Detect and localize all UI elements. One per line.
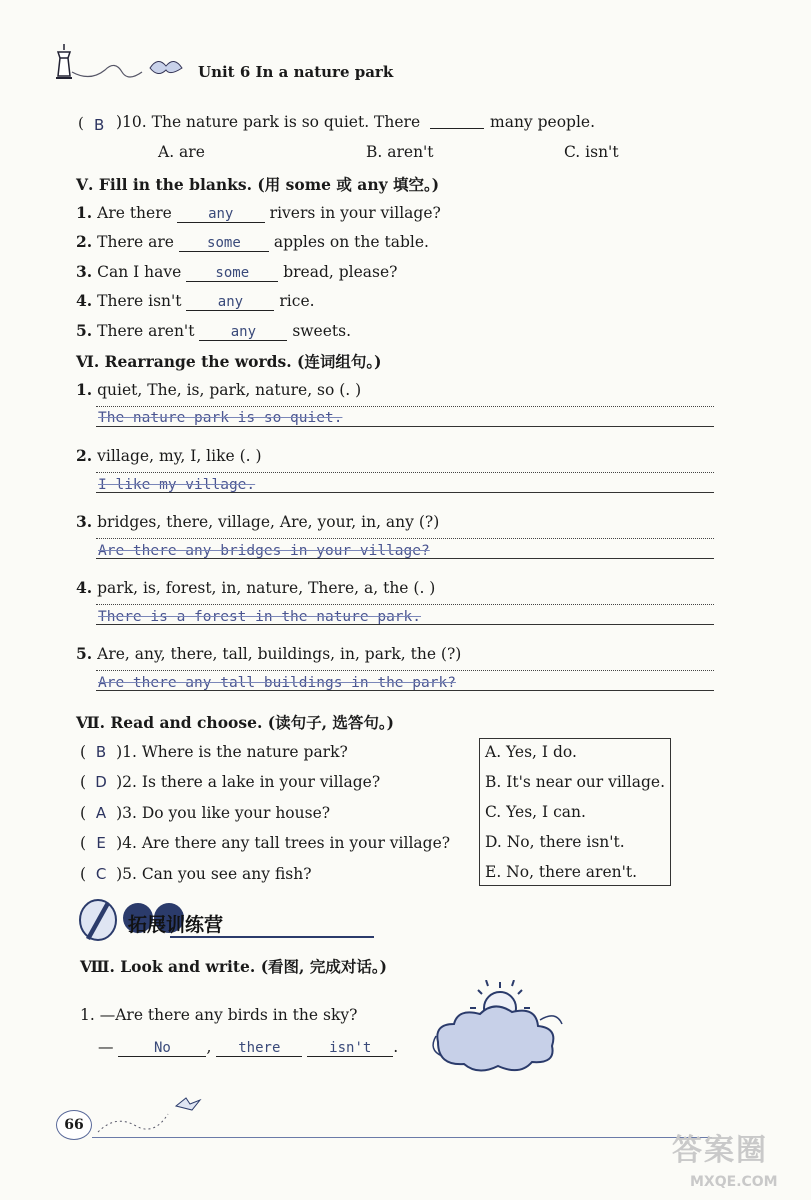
section-7-heading: Ⅶ. Read and choose. (读句子, 选答句。) — [76, 713, 394, 732]
item-pre: There isn't — [97, 292, 182, 310]
fill-answer: some — [186, 265, 278, 282]
section-5-heading: Ⅴ. Fill in the blanks. (用 some 或 any 填空。) — [76, 175, 440, 194]
item-number: 3. — [76, 512, 93, 531]
scrambled-words: quiet, The, is, park, nature, so (. ) — [97, 381, 362, 399]
q10-option-c: C. isn't — [564, 143, 619, 161]
page-number: 66 — [56, 1110, 92, 1140]
rearrange-answer-1: The nature park is so quiet. — [98, 410, 343, 426]
item-number: 1. — [76, 380, 93, 399]
item-post: sweets. — [292, 322, 351, 340]
q10-option-a: A. are — [158, 143, 205, 161]
fill-item-5 — [76, 321, 351, 341]
banner-label: 拓展训练营 — [128, 914, 224, 936]
item-number: 3. — [76, 262, 93, 281]
scrambled-words: bridges, there, village, Are, your, in, any (?) — [97, 513, 440, 531]
sun-behind-cloud-icon — [428, 980, 564, 1078]
choose-question-3: ( A )3. Do you like your house? — [80, 804, 331, 822]
item-post: bread, please? — [283, 263, 398, 281]
item-number: 2. — [76, 446, 93, 465]
fill-item-1 — [76, 203, 441, 223]
item-pre: There aren't — [97, 322, 195, 340]
item-number: 2. — [76, 232, 93, 251]
q10-answer: B — [94, 116, 105, 134]
rearrange-item-5 — [76, 644, 461, 663]
section-6-heading: Ⅵ. Rearrange the words. (连词组句。) — [76, 352, 382, 371]
choose-answer: E — [96, 834, 106, 852]
answer-blank-1: No — [118, 1040, 206, 1057]
watermark-url: MXQE.COM — [690, 1174, 778, 1190]
item-number: 4. — [76, 578, 93, 597]
rearrange-item-4 — [76, 578, 435, 597]
q10-blank — [430, 128, 484, 129]
section-8-heading: Ⅷ. Look and write. (看图, 完成对话。) — [80, 957, 387, 976]
watermark-logo: 答案圈 — [672, 1133, 768, 1168]
rearrange-answer-4: There is a forest in the nature park. — [98, 609, 422, 625]
scrambled-words: Are, any, there, tall, buildings, in, park, the (?) — [97, 645, 462, 663]
choose-question-2: ( D )2. Is there a lake in your village? — [80, 773, 381, 791]
item-post: rice. — [279, 292, 315, 310]
q10-stem-tail: many people. — [490, 113, 596, 131]
choose-question-1: ( B )1. Where is the nature park? — [80, 743, 348, 761]
option-b: B. It's near our village. — [485, 773, 666, 791]
option-a: A. Yes, I do. — [485, 743, 577, 761]
item-pre: Can I have — [97, 263, 182, 281]
item-number: 1. — [76, 203, 93, 222]
bird-trail-decoration-icon — [96, 1092, 206, 1138]
item-number: 4. — [76, 291, 93, 310]
item-number: 5. — [76, 644, 93, 663]
fill-answer: any — [186, 294, 274, 311]
rearrange-answer-3: Are there any bridges in your village? — [98, 543, 430, 559]
rearrange-answer-2: I like my village. — [98, 477, 256, 493]
look-write-answer-1: — No , there isn't . — [98, 1038, 399, 1056]
unit-title: Unit 6 In a nature park — [198, 63, 394, 81]
answer-blank-3: isn't — [307, 1040, 393, 1057]
item-post: rivers in your village? — [269, 204, 441, 222]
question-text: )3. Do you like your house? — [116, 804, 331, 822]
question-text: )4. Are there any tall trees in your village? — [116, 834, 451, 852]
rearrange-item-1 — [76, 380, 361, 399]
lantern-vine-decoration-icon — [50, 42, 190, 92]
answer-options-box — [479, 738, 671, 886]
rearrange-answer-5: Are there any tall buildings in the park? — [98, 675, 456, 691]
rearrange-item-2 — [76, 446, 262, 465]
option-d: D. No, there isn't. — [485, 833, 625, 851]
paren-open: ( — [78, 114, 84, 132]
banner-underline — [170, 936, 374, 938]
fill-item-2 — [76, 232, 429, 252]
choose-question-5: ( C )5. Can you see any fish? — [80, 865, 312, 883]
footer-rule — [92, 1137, 712, 1138]
fill-answer: any — [199, 324, 287, 341]
question-text: )1. Where is the nature park? — [116, 743, 348, 761]
item-number: 5. — [76, 321, 93, 340]
choose-answer: D — [95, 773, 107, 791]
fill-answer: any — [177, 206, 265, 223]
look-write-question-1: 1. —Are there any birds in the sky? — [80, 1006, 358, 1024]
q10-option-b: B. aren't — [366, 143, 434, 161]
choose-answer: B — [95, 743, 107, 761]
question-text: )5. Can you see any fish? — [116, 865, 312, 883]
item-pre: Are there — [97, 204, 172, 222]
choose-answer: C — [95, 865, 107, 883]
option-c: C. Yes, I can. — [485, 803, 586, 821]
rearrange-item-3 — [76, 512, 439, 531]
fill-answer: some — [179, 235, 269, 252]
option-e: E. No, there aren't. — [485, 863, 638, 881]
scrambled-words: park, is, forest, in, nature, There, a, the (. ) — [97, 579, 436, 597]
scrambled-words: village, my, I, like (. ) — [97, 447, 262, 465]
item-post: apples on the table. — [273, 233, 429, 251]
q10-stem: )10. The nature park is so quiet. There — [116, 113, 421, 131]
choose-answer: A — [95, 804, 107, 822]
choose-question-4: ( E )4. Are there any tall trees in your village? — [80, 834, 451, 852]
fill-item-4 — [76, 291, 315, 311]
item-pre: There are — [97, 233, 174, 251]
question-text: )2. Is there a lake in your village? — [116, 773, 381, 791]
fill-item-3 — [76, 262, 397, 282]
answer-blank-2: there — [216, 1040, 302, 1057]
